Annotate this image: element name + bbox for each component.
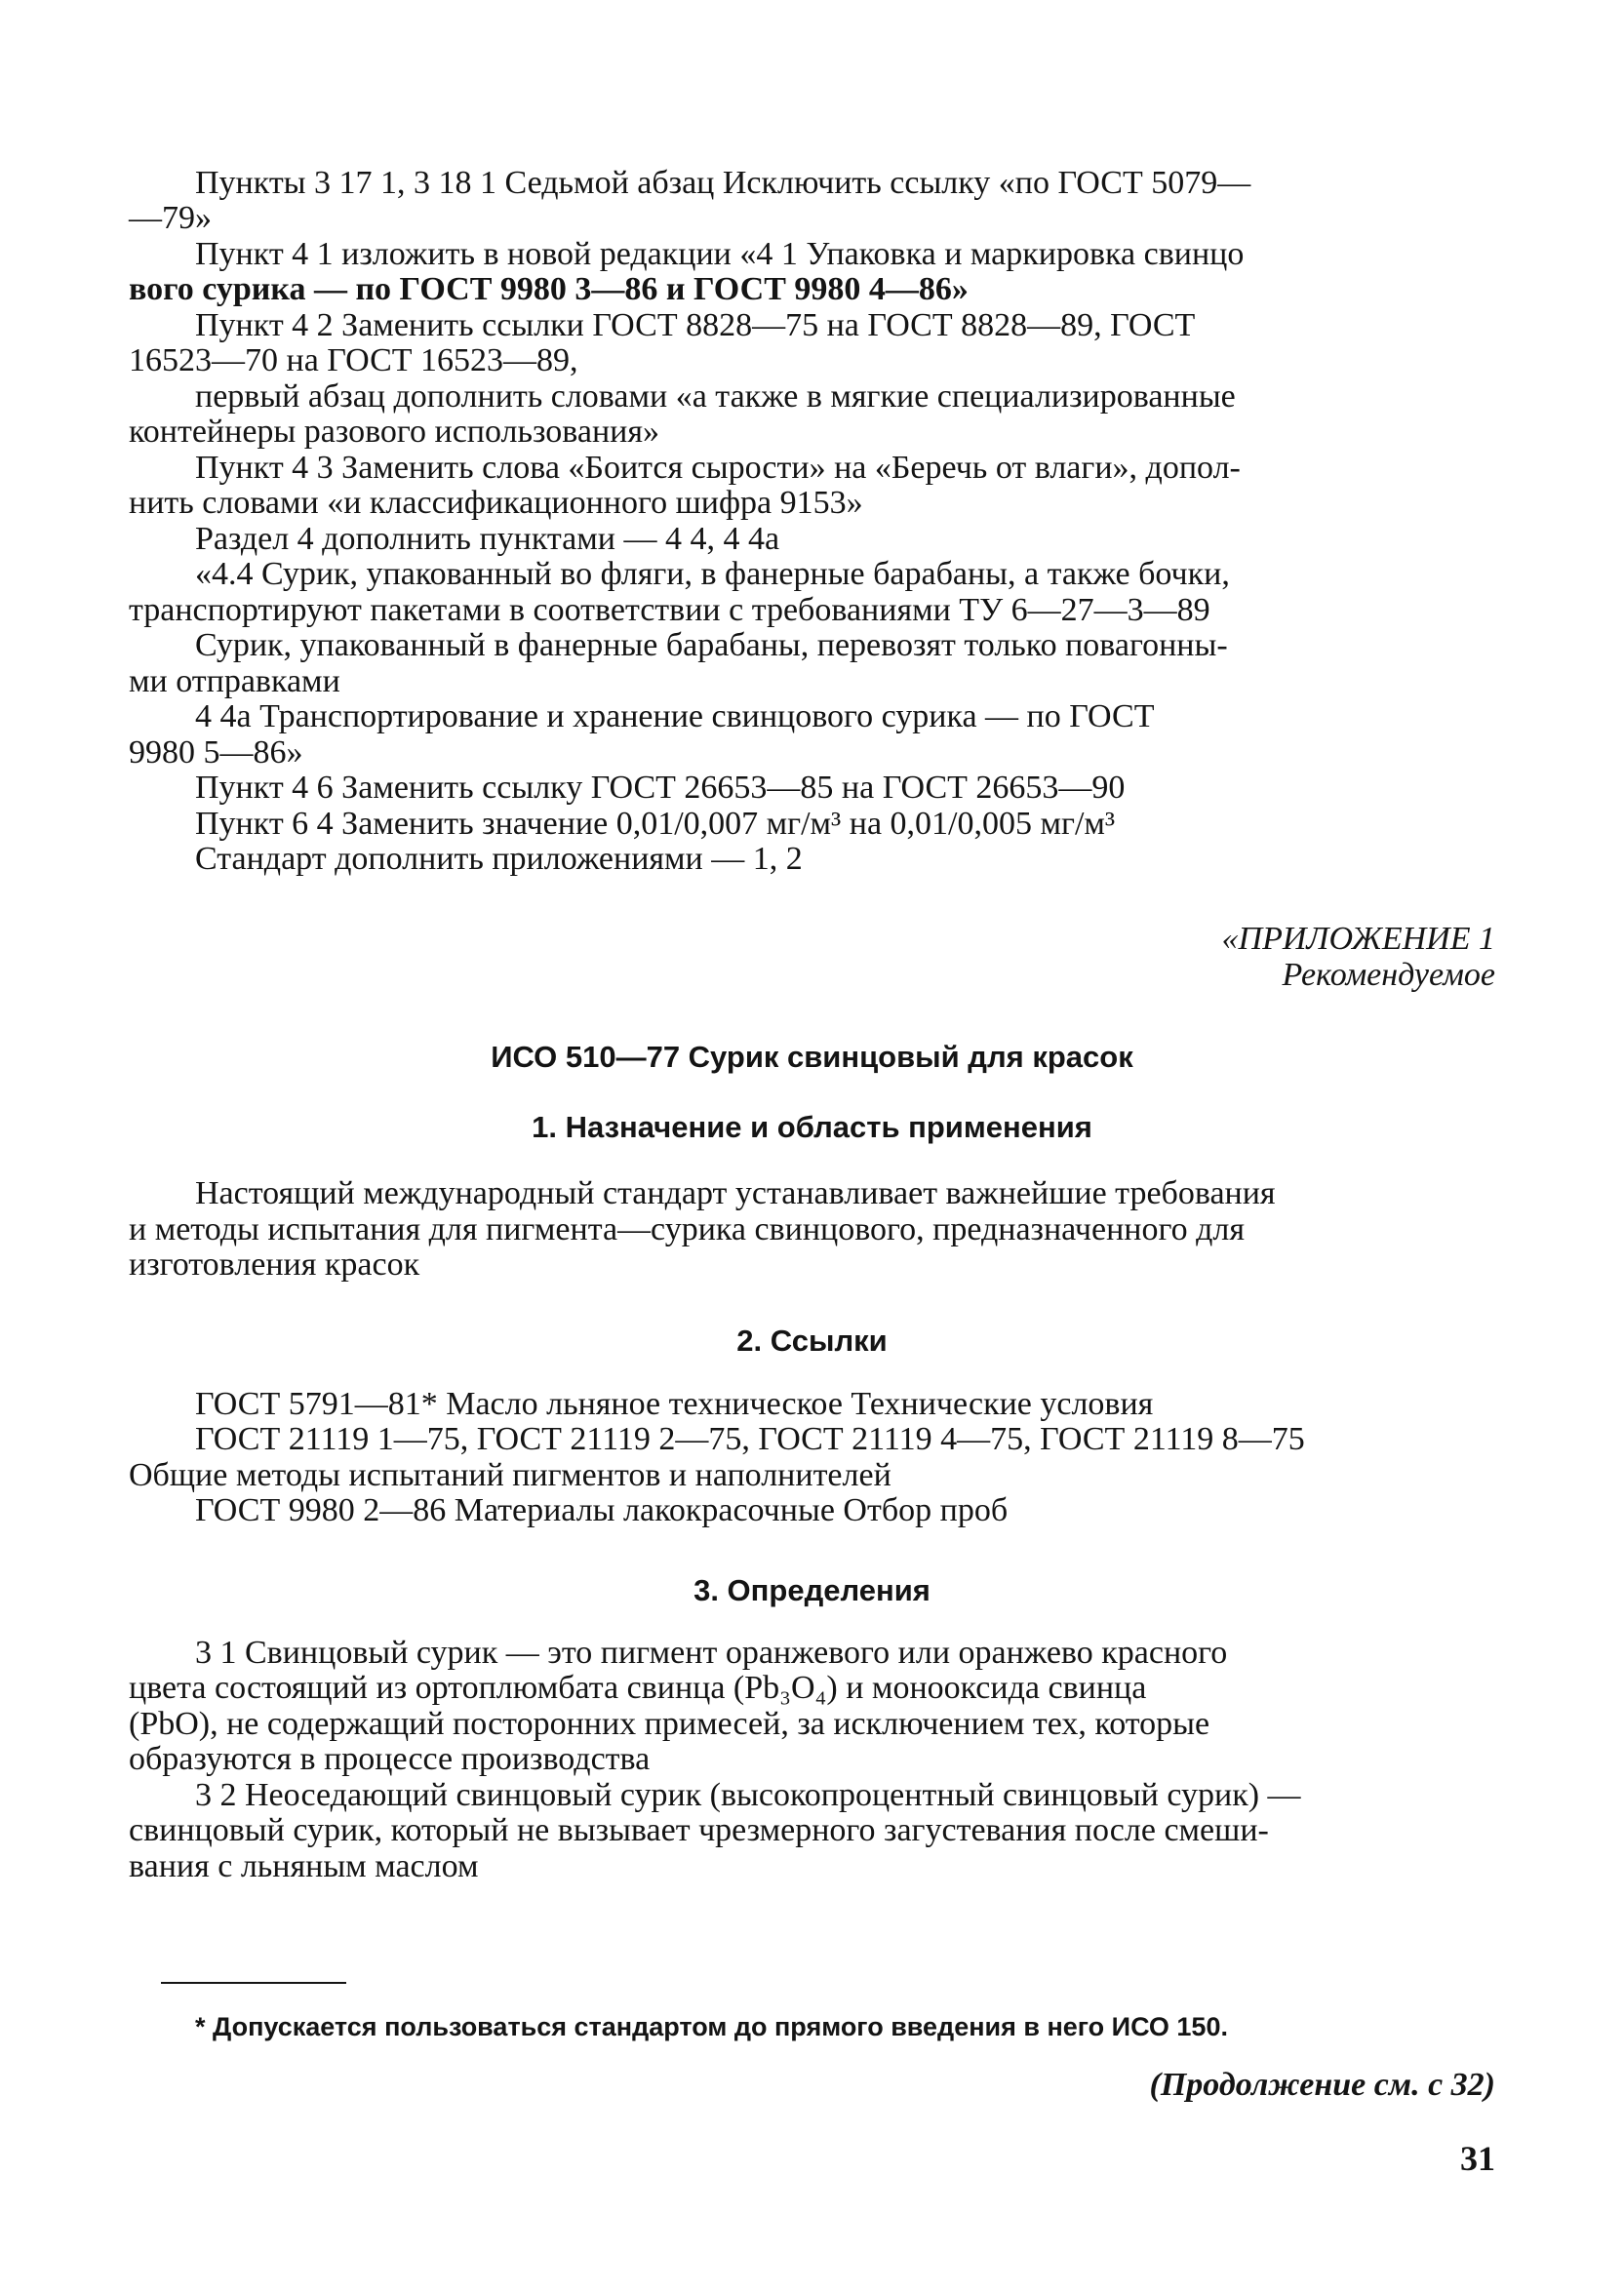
text-line: Стандарт дополнить приложениями — 1, 2 xyxy=(195,841,803,877)
section-heading: 1. Назначение и область применения xyxy=(532,1110,1092,1144)
text-line: ГОСТ 5791—81* Масло льняное техническое Технические условия xyxy=(195,1386,1154,1422)
text-line: транспортируют пакетами в соответствии с требованиями ТУ 6—27—3—89 xyxy=(129,592,1210,628)
text-line: —79» xyxy=(129,200,212,236)
text-line: Общие методы испытаний пигментов и наполнителей xyxy=(129,1457,891,1493)
section-heading: 2. Ссылки xyxy=(736,1324,888,1358)
text-line: ГОСТ 9980 2—86 Материалы лакокрасочные Отбор проб xyxy=(195,1492,1009,1528)
text-line: Сурик, упакованный в фанерные барабаны, перевозят только повагонны- xyxy=(195,627,1228,663)
text-line: изготовления красок xyxy=(129,1246,420,1283)
footnote: * Допускается пользоваться стандартом до прямого введения в него ИСО 150. xyxy=(195,2012,1228,2041)
text-line: Пункт 6 4 Заменить значение 0,01/0,007 мг/м³ на 0,01/0,005 мг/м³ xyxy=(195,806,1116,842)
text-line: 3 1 Свинцовый сурик — это пигмент оранжевого или оранжево красного xyxy=(195,1635,1228,1671)
appendix-subtitle: Рекомендуемое xyxy=(1282,957,1495,993)
text-line: 4 4а Транспортирование и хранение свинцового сурика — по ГОСТ xyxy=(195,698,1155,734)
text-line: свинцовый сурик, который не вызывает чрезмерного загустевания после смеши- xyxy=(129,1812,1269,1848)
text-line: ГОСТ 21119 1—75, ГОСТ 21119 2—75, ГОСТ 21119 4—75, ГОСТ 21119 8—75 xyxy=(195,1421,1305,1457)
appendix-title: ИСО 510—77 Сурик свинцовый для красок xyxy=(491,1040,1133,1074)
text-line: Пункт 4 2 Заменить ссылки ГОСТ 8828—75 на ГОСТ 8828—89, ГОСТ xyxy=(195,307,1196,343)
text-line: контейнеры разового использования» xyxy=(129,414,659,450)
text-line: вания с льняным маслом xyxy=(129,1848,479,1884)
section-heading: 3. Определения xyxy=(693,1573,931,1607)
text-line: Пункт 4 3 Заменить слова «Боится сырости» на «Беречь от влаги», допол- xyxy=(195,450,1241,486)
text-line: первый абзац дополнить словами «а также в мягкие специализированные xyxy=(195,378,1236,415)
text-line: Пункт 4 6 Заменить ссылку ГОСТ 26653—85 на ГОСТ 26653—90 xyxy=(195,770,1126,806)
text-line: Раздел 4 дополнить пунктами — 4 4, 4 4а xyxy=(195,521,780,557)
footnote-divider xyxy=(161,1982,346,1984)
continuation-note: (Продолжение см. с 32) xyxy=(1149,2067,1495,2103)
text-line: и методы испытания для пигмента—сурика свинцового, предназначенного для xyxy=(129,1211,1245,1247)
page-number: 31 xyxy=(1460,2139,1495,2178)
text-line: (PbO), не содержащий посторонних примесей, за исключением тех, которые xyxy=(129,1706,1210,1742)
text-line: 16523—70 на ГОСТ 16523—89, xyxy=(129,342,578,378)
text-line: цвета состоящий из ортоплюмбата свинца (Pb₃O₄) и монооксида свинца xyxy=(129,1670,1147,1706)
text-line: образуются в процессе производства xyxy=(129,1741,651,1777)
appendix-label: «ПРИЛОЖЕНИЕ 1 xyxy=(1221,921,1495,957)
text-line: Настоящий международный стандарт устанавливает важнейшие требования xyxy=(195,1175,1276,1211)
text-line: 9980 5—86» xyxy=(129,734,303,771)
text-line: нить словами «и классификационного шифра 9153» xyxy=(129,485,863,521)
text-line: Пункты 3 17 1, 3 18 1 Седьмой абзац Исключить ссылку «по ГОСТ 5079— xyxy=(195,165,1251,201)
text-line: «4.4 Сурик, упакованный во фляги, в фанерные барабаны, а также бочки, xyxy=(195,556,1230,592)
text-line: 3 2 Неоседающий свинцовый сурик (высокопроцентный свинцовый сурик) — xyxy=(195,1777,1301,1813)
text-line: вого сурика — по ГОСТ 9980 3—86 и ГОСТ 9980 4—86» xyxy=(129,271,969,307)
text-line: Пункт 4 1 изложить в новой редакции «4 1 Упаковка и маркировка свинцо xyxy=(195,236,1245,272)
text-line: ми отправками xyxy=(129,663,340,699)
